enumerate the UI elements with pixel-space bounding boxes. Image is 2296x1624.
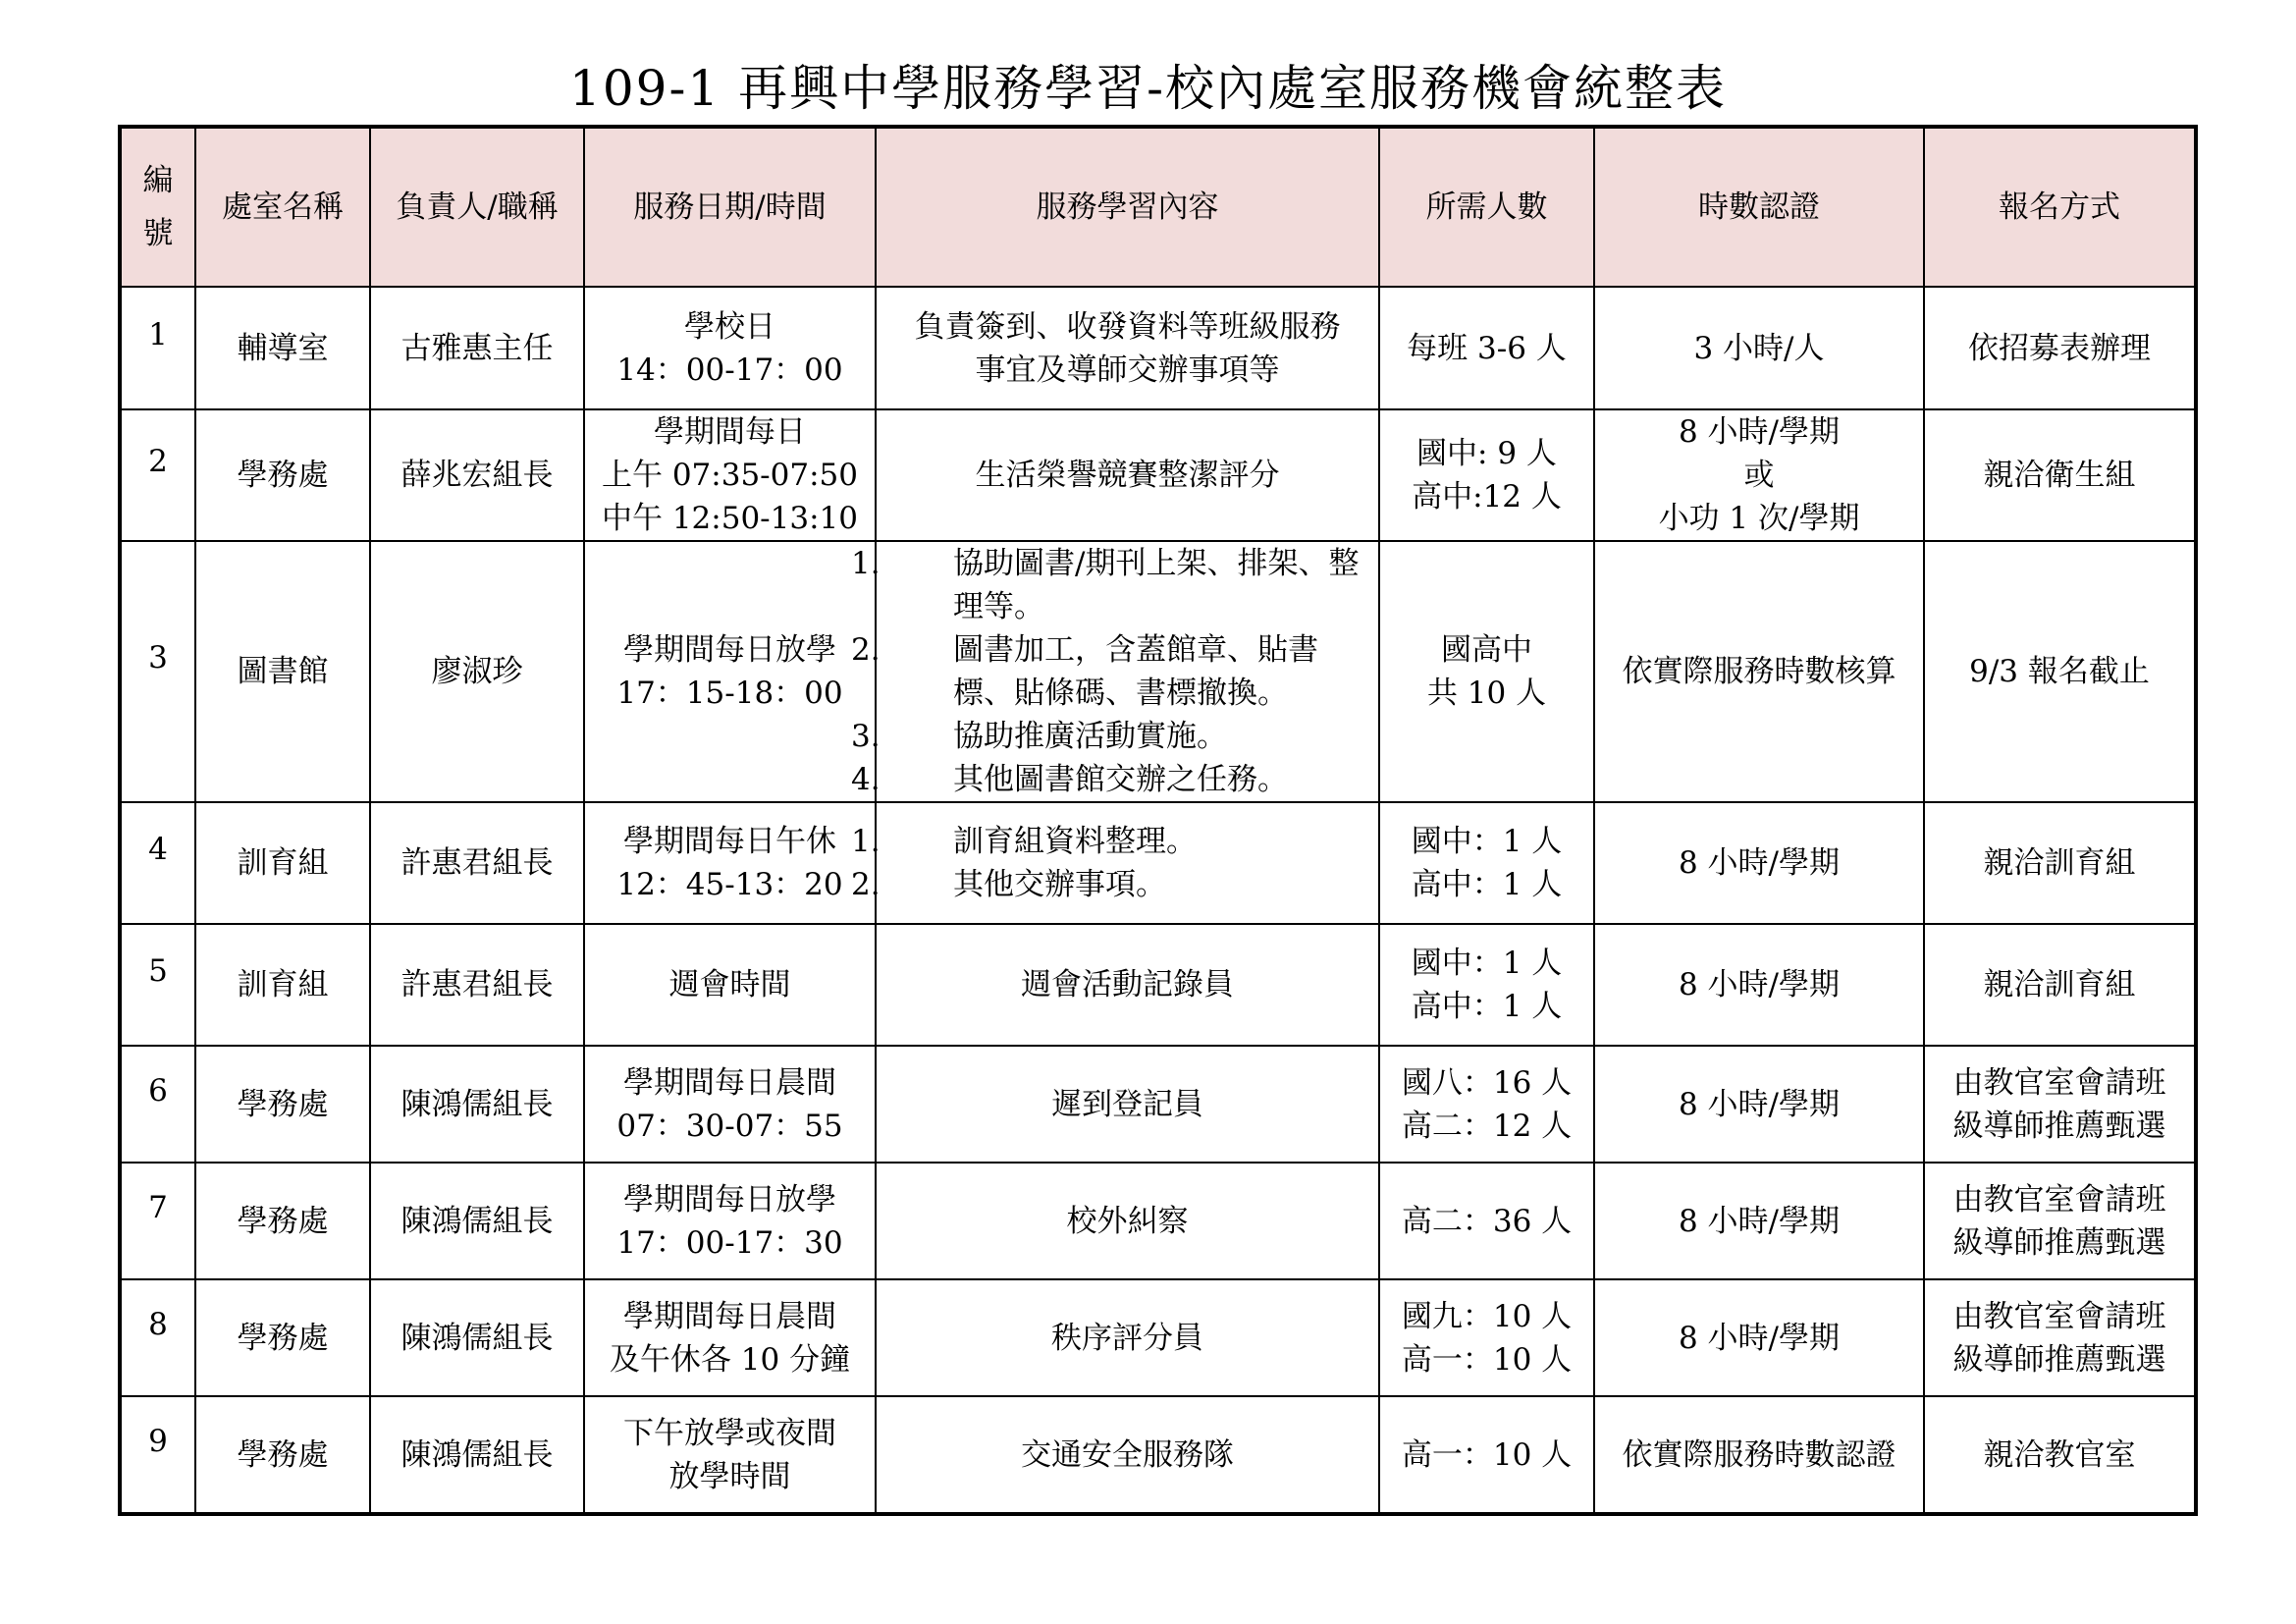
row-number: 6 — [120, 1046, 195, 1163]
row-number: 1 — [120, 287, 195, 409]
service-content: 校外糾察 — [876, 1163, 1379, 1279]
person-title: 許惠君組長 — [370, 924, 584, 1046]
office-name: 圖書館 — [195, 541, 370, 802]
list-item: 1. 協助圖書/期刊上架、排架、整理等。 — [851, 546, 1360, 624]
required-count: 國九：10 人 高一：10 人 — [1379, 1279, 1594, 1396]
person-title: 古雅惠主任 — [370, 287, 584, 409]
hours-certification: 8 小時/學期 — [1594, 802, 1924, 924]
row-number: 4 — [120, 802, 195, 924]
office-name: 訓育組 — [195, 924, 370, 1046]
person-title: 廖淑珍 — [370, 541, 584, 802]
service-time: 學校日 14：00-17：00 — [584, 287, 876, 409]
service-time: 學期間每日午休 12：45-13：20 — [584, 802, 876, 924]
hours-certification: 8 小時/學期 — [1594, 1046, 1924, 1163]
office-name: 學務處 — [195, 1163, 370, 1279]
registration-method: 由教官室會請班 級導師推薦甄選 — [1924, 1279, 2196, 1396]
required-count: 國中: 9 人 高中:12 人 — [1379, 409, 1594, 541]
required-count: 國八：16 人 高二：12 人 — [1379, 1046, 1594, 1163]
table-row — [120, 924, 2196, 1046]
required-count: 國中：1 人 高中：1 人 — [1379, 802, 1594, 924]
service-content: 週會活動記錄員 — [876, 924, 1379, 1046]
service-time: 學期間每日放學 17：00-17：30 — [584, 1163, 876, 1279]
table-row — [120, 1396, 2196, 1514]
header-content: 服務學習內容 — [876, 127, 1379, 287]
service-content — [851, 541, 1379, 802]
header-row — [120, 127, 2196, 287]
table-row — [120, 1046, 2196, 1163]
list-item: 2. 圖書加工，含蓋館章、貼書標、貼條碼、書標撤換。 — [851, 632, 1318, 711]
header-office: 處室名稱 — [195, 127, 370, 287]
service-content: 負責簽到、收發資料等班級服務 事宜及導師交辦事項等 — [876, 287, 1379, 409]
row-number: 5 — [120, 924, 195, 1046]
header-no: 編 號 — [120, 127, 195, 287]
list-item: 1. 訓育組資料整理。 — [851, 824, 1197, 859]
hours-certification: 依實際服務時數核算 — [1594, 541, 1924, 802]
table-row — [120, 541, 2196, 802]
person-title: 陳鴻儒組長 — [370, 1396, 584, 1514]
list-item: 2. 其他交辦事項。 — [851, 867, 1166, 902]
hours-certification: 8 小時/學期 — [1594, 924, 1924, 1046]
office-name: 學務處 — [195, 409, 370, 541]
service-time: 學期間每日 上午 07:35-07:50 中午 12:50-13:10 — [584, 409, 876, 541]
service-content: 生活榮譽競賽整潔評分 — [876, 409, 1379, 541]
office-name: 學務處 — [195, 1046, 370, 1163]
service-content: 交通安全服務隊 — [876, 1396, 1379, 1514]
table-row — [120, 287, 2196, 409]
service-time: 下午放學或夜間 放學時間 — [584, 1396, 876, 1514]
content-list — [851, 542, 1368, 801]
hours-certification: 依實際服務時數認證 — [1594, 1396, 1924, 1514]
header-time: 服務日期/時間 — [584, 127, 876, 287]
required-count: 國中：1 人 高中：1 人 — [1379, 924, 1594, 1046]
registration-method: 由教官室會請班 級導師推薦甄選 — [1924, 1163, 2196, 1279]
header-hours: 時數認證 — [1594, 127, 1924, 287]
table-row — [120, 1163, 2196, 1279]
required-count: 高二：36 人 — [1379, 1163, 1594, 1279]
required-count: 國高中 共 10 人 — [1379, 541, 1594, 802]
row-number: 8 — [120, 1279, 195, 1396]
person-title: 薛兆宏組長 — [370, 409, 584, 541]
office-name: 學務處 — [195, 1279, 370, 1396]
header-register: 報名方式 — [1924, 127, 2196, 287]
required-count: 高一：10 人 — [1379, 1396, 1594, 1514]
table-row — [120, 409, 2196, 541]
row-number: 9 — [120, 1396, 195, 1514]
table-row — [120, 802, 2196, 924]
registration-method: 親洽訓育組 — [1924, 924, 2196, 1046]
required-count: 每班 3-6 人 — [1379, 287, 1594, 409]
service-time: 學期間每日放學 17：15-18：00 — [584, 541, 876, 802]
person-title: 陳鴻儒組長 — [370, 1163, 584, 1279]
registration-method: 親洽衛生組 — [1924, 409, 2196, 541]
service-content — [851, 802, 1379, 924]
row-number: 2 — [120, 409, 195, 541]
service-table — [118, 125, 2198, 1516]
registration-method: 親洽訓育組 — [1924, 802, 2196, 924]
registration-method: 依招募表辦理 — [1924, 287, 2196, 409]
office-name: 訓育組 — [195, 802, 370, 924]
row-number: 3 — [120, 541, 195, 802]
office-name: 輔導室 — [195, 287, 370, 409]
hours-certification: 8 小時/學期 — [1594, 1279, 1924, 1396]
service-time: 學期間每日晨間 07：30-07：55 — [584, 1046, 876, 1163]
content-list — [851, 820, 1368, 906]
header-count: 所需人數 — [1379, 127, 1594, 287]
service-content: 遲到登記員 — [876, 1046, 1379, 1163]
list-item: 4. 其他圖書館交辦之任務。 — [851, 762, 1288, 797]
page-title: 109-1 再興中學服務學習-校內處室服務機會統整表 — [569, 60, 1727, 117]
list-item: 3. 協助推廣活動實施。 — [851, 719, 1227, 754]
office-name: 學務處 — [195, 1396, 370, 1514]
header-person: 負責人/職稱 — [370, 127, 584, 287]
registration-method: 9/3 報名截止 — [1924, 541, 2196, 802]
registration-method: 親洽教官室 — [1924, 1396, 2196, 1514]
service-time: 學期間每日晨間 及午休各 10 分鐘 — [584, 1279, 876, 1396]
table-row — [120, 1279, 2196, 1396]
service-time: 週會時間 — [584, 924, 876, 1046]
person-title: 許惠君組長 — [370, 802, 584, 924]
service-content: 秩序評分員 — [876, 1279, 1379, 1396]
row-number: 7 — [120, 1163, 195, 1279]
hours-certification: 8 小時/學期 或 小功 1 次/學期 — [1594, 409, 1924, 541]
hours-certification: 8 小時/學期 — [1594, 1163, 1924, 1279]
registration-method: 由教官室會請班 級導師推薦甄選 — [1924, 1046, 2196, 1163]
hours-certification: 3 小時/人 — [1594, 287, 1924, 409]
person-title: 陳鴻儒組長 — [370, 1279, 584, 1396]
person-title: 陳鴻儒組長 — [370, 1046, 584, 1163]
